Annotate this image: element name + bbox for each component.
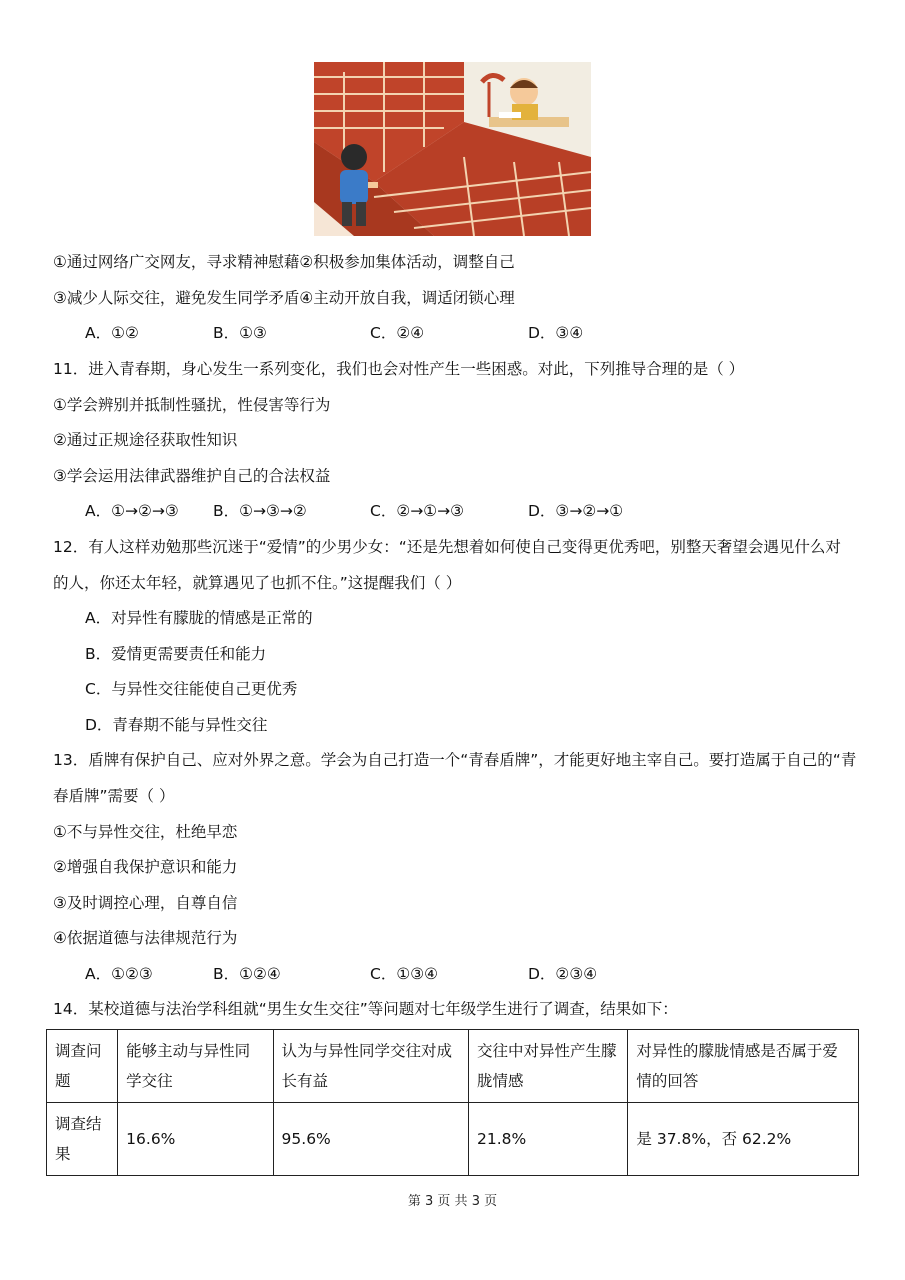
q13-question-line-1: 13．盾牌有保护自己、应对外界之意。学会为自己打造一个“青春盾牌”，才能更好地主宰自己。要打造属于自己的“青: [53, 751, 857, 769]
q12-question-line-2: 的人，你还太年轻，就算遇见了也抓不住。”这提醒我们（ ）: [53, 574, 462, 592]
q10-statement-1: ①通过网络广交网友，寻求精神慰藉②积极参加集体活动，调整自己: [53, 253, 515, 271]
q14-question: 14．某校道德与法治学科组就“男生女生交往”等问题对七年级学生进行了调查，结果如下：: [53, 1000, 678, 1018]
q10-statement-2: ③减少人际交往，避免发生同学矛盾④主动开放自我，调适闭锁心理: [53, 289, 515, 307]
q11-item-2: ②通过正规途径获取性知识: [53, 431, 238, 449]
q10-option-b[interactable]: B．①③: [213, 324, 267, 342]
table-cell: 调查结果: [47, 1103, 118, 1176]
table-header-cell: 对异性的朦胧情感是否属于爱情的回答: [628, 1030, 859, 1103]
q10-option-d[interactable]: D．③④: [528, 324, 584, 342]
q11-option-c[interactable]: C．②→①→③: [370, 502, 464, 520]
q11-option-a[interactable]: A．①→②→③: [85, 502, 179, 520]
table-row: [47, 1030, 859, 1103]
q11-option-b[interactable]: B．①→③→②: [213, 502, 307, 520]
q11-option-d[interactable]: D．③→②→①: [528, 502, 624, 520]
q12-option-d[interactable]: D．青春期不能与异性交往: [85, 716, 268, 734]
table-cell: 16.6%: [118, 1103, 273, 1176]
table-header-cell: 认为与异性同学交往对成长有益: [273, 1030, 468, 1103]
q13-item-3: ③及时调控心理，自尊自信: [53, 894, 238, 912]
survey-table: [46, 1029, 859, 1176]
table-header-cell: 调查问题: [47, 1030, 118, 1103]
table-cell: 95.6%: [273, 1103, 468, 1176]
q13-question-line-2: 春盾牌”需要（ ）: [53, 787, 175, 805]
q11-question: 11．进入青春期，身心发生一系列变化，我们也会对性产生一些困惑。对此，下列推导合理的是（ ）: [53, 360, 745, 378]
q13-option-d[interactable]: D．②③④: [528, 965, 598, 983]
table-cell: 21.8%: [469, 1103, 628, 1176]
q10-option-c[interactable]: C．②④: [370, 324, 425, 342]
q13-option-b[interactable]: B．①②④: [213, 965, 281, 983]
q12-option-b[interactable]: B．爱情更需要责任和能力: [85, 645, 267, 663]
q11-item-3: ③学会运用法律武器维护自己的合法权益: [53, 467, 331, 485]
q10-option-a[interactable]: A．①②: [85, 324, 139, 342]
q12-option-c[interactable]: C．与异性交往能使自己更优秀: [85, 680, 298, 698]
q13-option-a[interactable]: A．①②③: [85, 965, 153, 983]
table-row: [47, 1103, 859, 1176]
q12-question-line-1: 12．有人这样劝勉那些沉迷于“爱情”的少男少女：“还是先想着如何使自己变得更优秀吧，别整天奢望会遇见什么对: [53, 538, 841, 556]
page-footer: 第 3 页 共 3 页: [407, 1194, 498, 1209]
q13-option-c[interactable]: C．①③④: [370, 965, 439, 983]
brick-wall-illustration: [314, 62, 591, 236]
table-cell: 是 37.8%，否 62.2%: [628, 1103, 859, 1176]
q12-option-a[interactable]: A．对异性有朦胧的情感是正常的: [85, 609, 313, 627]
q13-item-4: ④依据道德与法律规范行为: [53, 929, 238, 947]
table-header-cell: 能够主动与异性同学交往: [118, 1030, 273, 1103]
q13-item-2: ②增强自我保护意识和能力: [53, 858, 238, 876]
q11-item-1: ①学会辨别并抵制性骚扰，性侵害等行为: [53, 396, 331, 414]
table-header-cell: 交往中对异性产生朦胧情感: [469, 1030, 628, 1103]
q13-item-1: ①不与异性交往，杜绝早恋: [53, 823, 238, 841]
